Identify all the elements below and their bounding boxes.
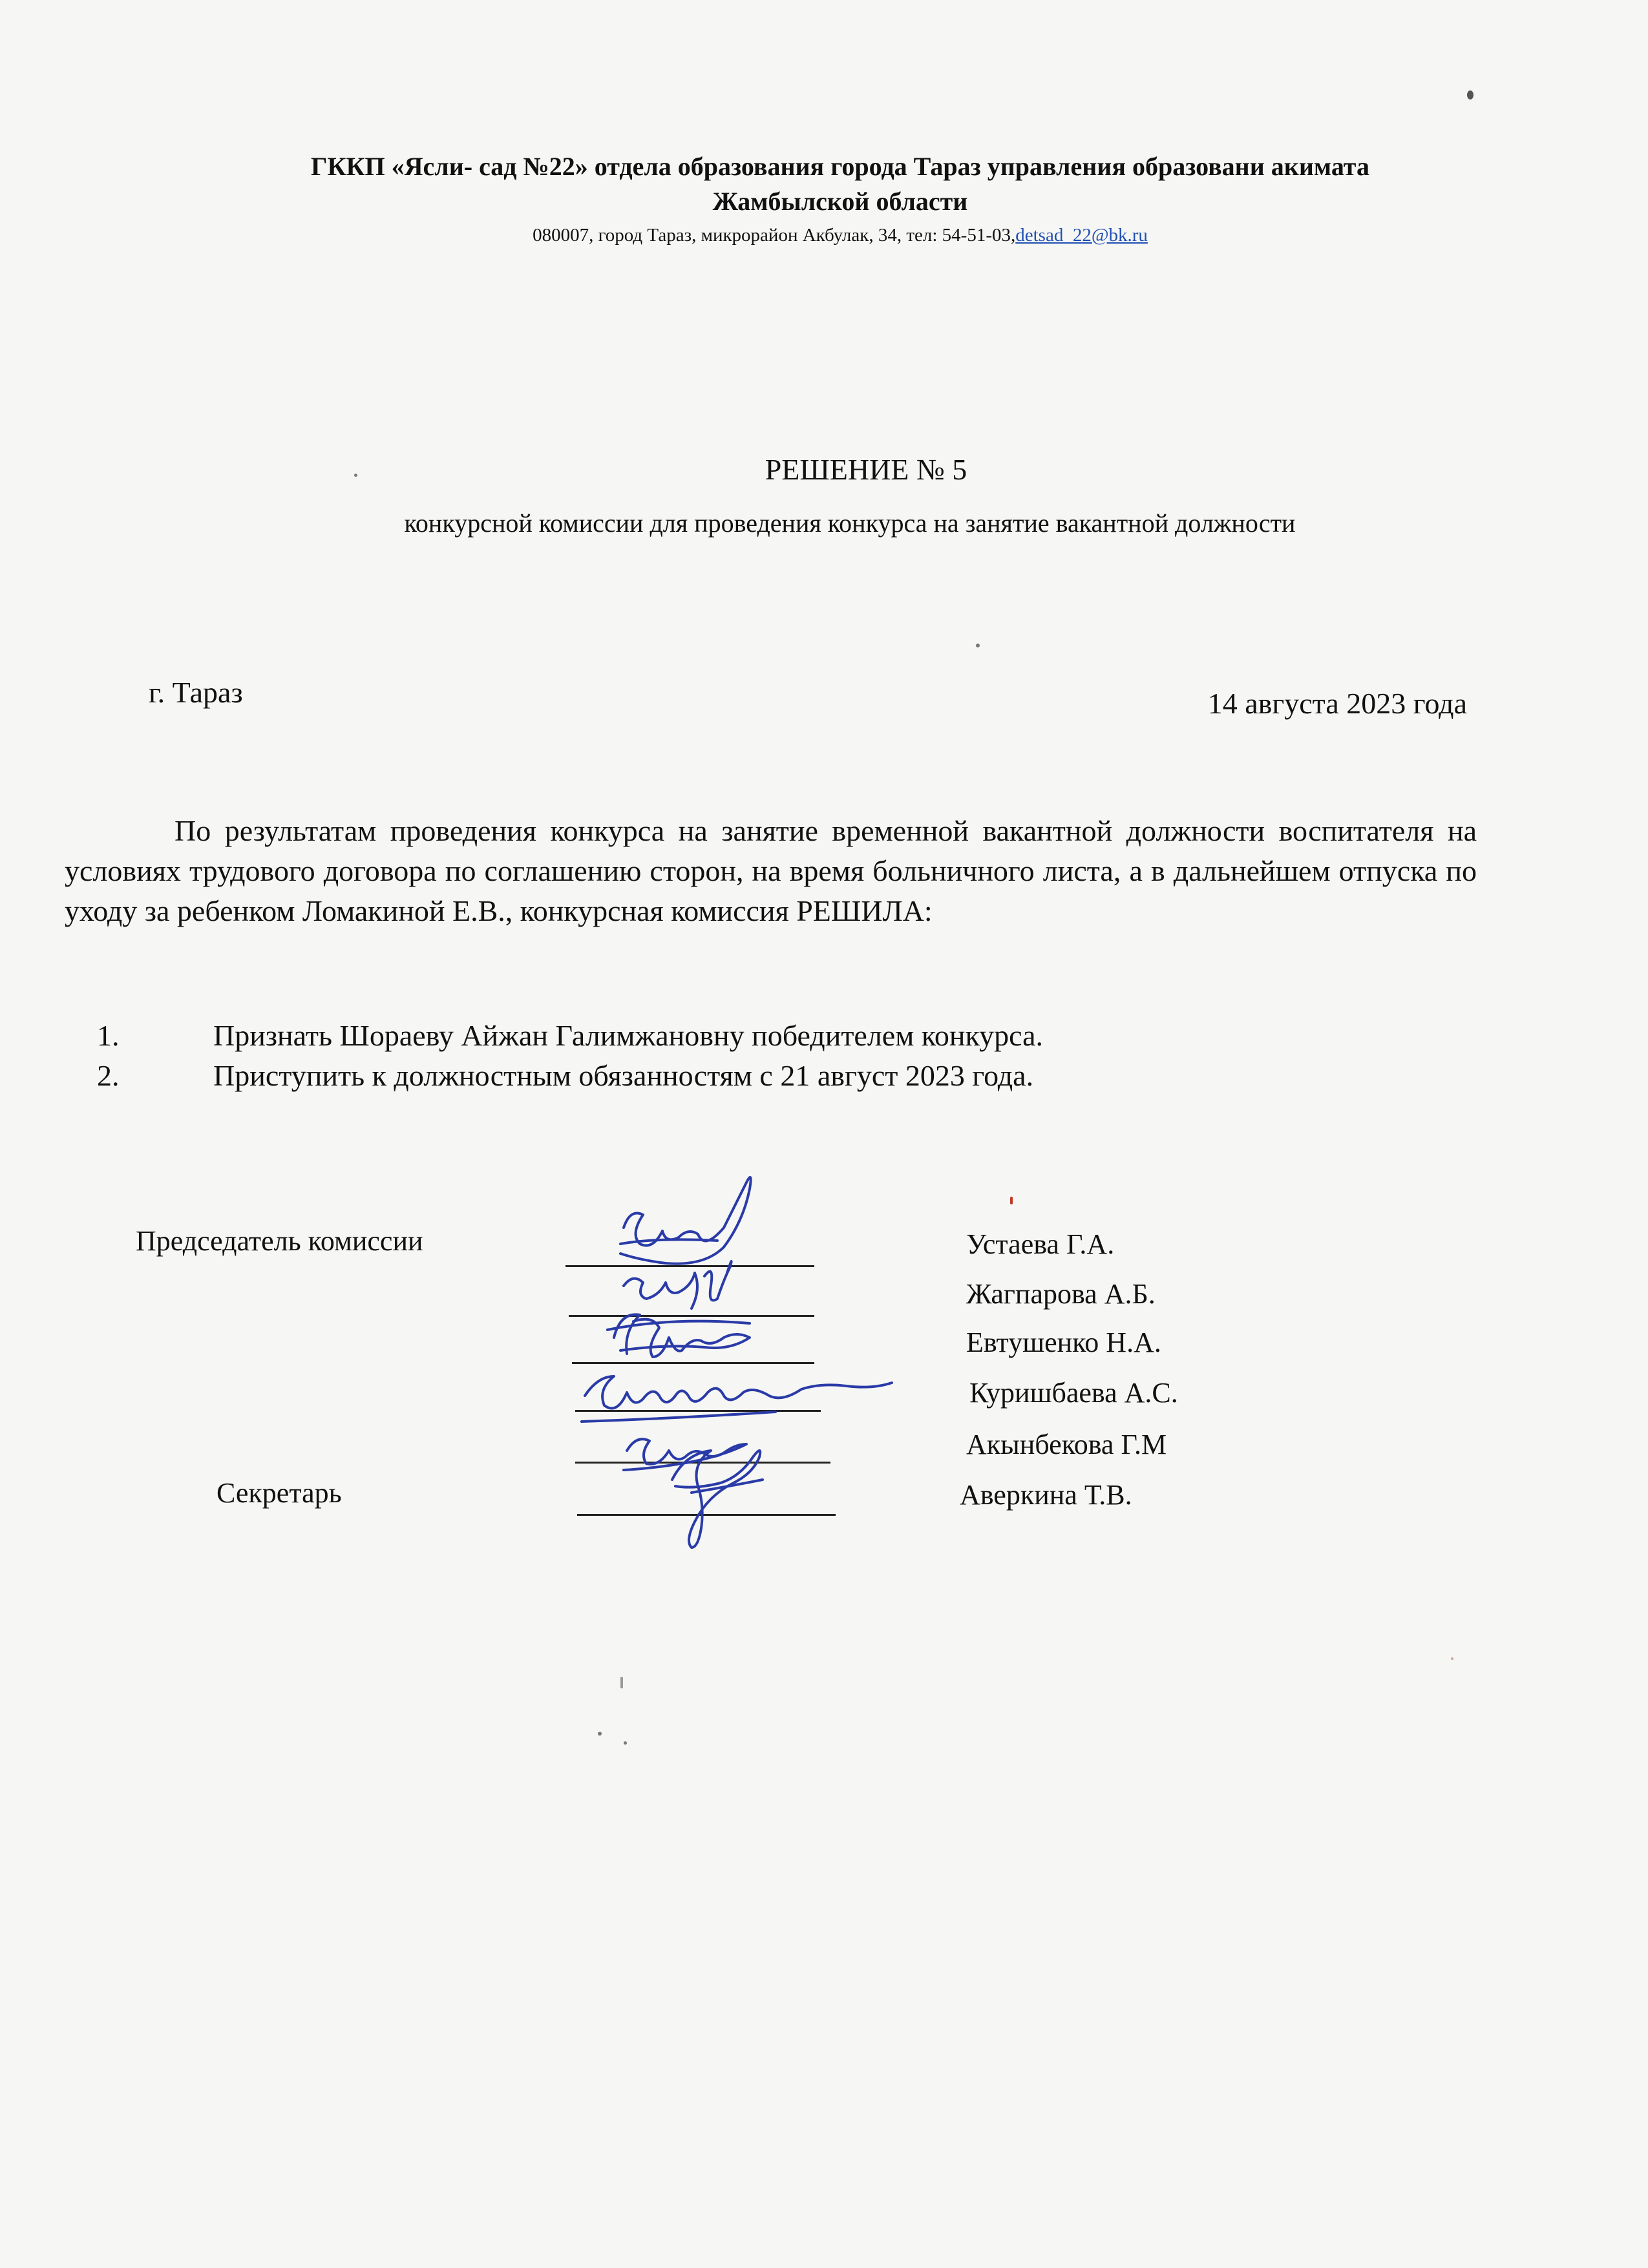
chair-label: Председатель комиссии (136, 1225, 423, 1257)
scan-speck (598, 1732, 602, 1736)
decision-title: РЕШЕНИЕ № 5 (765, 453, 967, 486)
signature-4 (585, 1376, 892, 1409)
organization-name-line1: ГККП «Ясли- сад №22» отдела образования города Тараз управления образовани акимата (311, 152, 1369, 181)
scan-speck (354, 474, 357, 477)
scan-speck (976, 644, 980, 647)
decision-subtitle: конкурсной комиссии для проведения конкурса на занятие вакантной должности (404, 509, 1296, 538)
signature-5 (624, 1439, 746, 1470)
scan-speck (624, 1741, 627, 1745)
scan-speck (1451, 1657, 1453, 1660)
document-date: 14 августа 2023 года (1207, 687, 1467, 720)
signature-2 (624, 1261, 732, 1308)
list-item-number: 1. (97, 1019, 120, 1052)
scan-speck (1467, 90, 1474, 100)
list-item-text: Приступить к должностным обязанностям с 21 август 2023 года. (213, 1059, 1034, 1092)
secretary-label: Секретарь (217, 1477, 342, 1509)
organization-name-line2: Жамбылской области (712, 187, 968, 216)
email-link[interactable]: detsad_22@bk.ru (1015, 225, 1148, 246)
decision-body: По результатам проведения конкурса на занятие временной вакантной должности воспитателя на условиях трудового договора по соглашению сторон, на время больничного листа, а в дальнейшем отпуска по уходу за ребенком Ломакиной Е.В., конкурсная комиссия РЕШИЛА: (65, 814, 1477, 927)
member-name: Акынбекова Г.М (966, 1429, 1167, 1460)
member-name: Евтушенко Н.А. (966, 1327, 1161, 1358)
signature-1 (620, 1177, 751, 1264)
city: г. Тараз (149, 676, 243, 709)
member-name: Аверкина Т.В. (960, 1479, 1132, 1511)
signature-6 (672, 1451, 760, 1548)
address-text: 080007, город Тараз, микрорайон Акбулак, 34, тел: 54-51-03, (533, 225, 1016, 246)
member-name: Устаева Г.А. (966, 1228, 1115, 1260)
scan-speck (1010, 1197, 1013, 1204)
member-name: Жагпарова А.Б. (966, 1278, 1156, 1310)
list-item-text: Признать Шораеву Айжан Галимжановну победителем конкурса. (213, 1019, 1044, 1052)
list-item-number: 2. (97, 1059, 120, 1092)
scan-speck (620, 1677, 623, 1688)
member-name: Куришбаева А.С. (969, 1377, 1178, 1409)
